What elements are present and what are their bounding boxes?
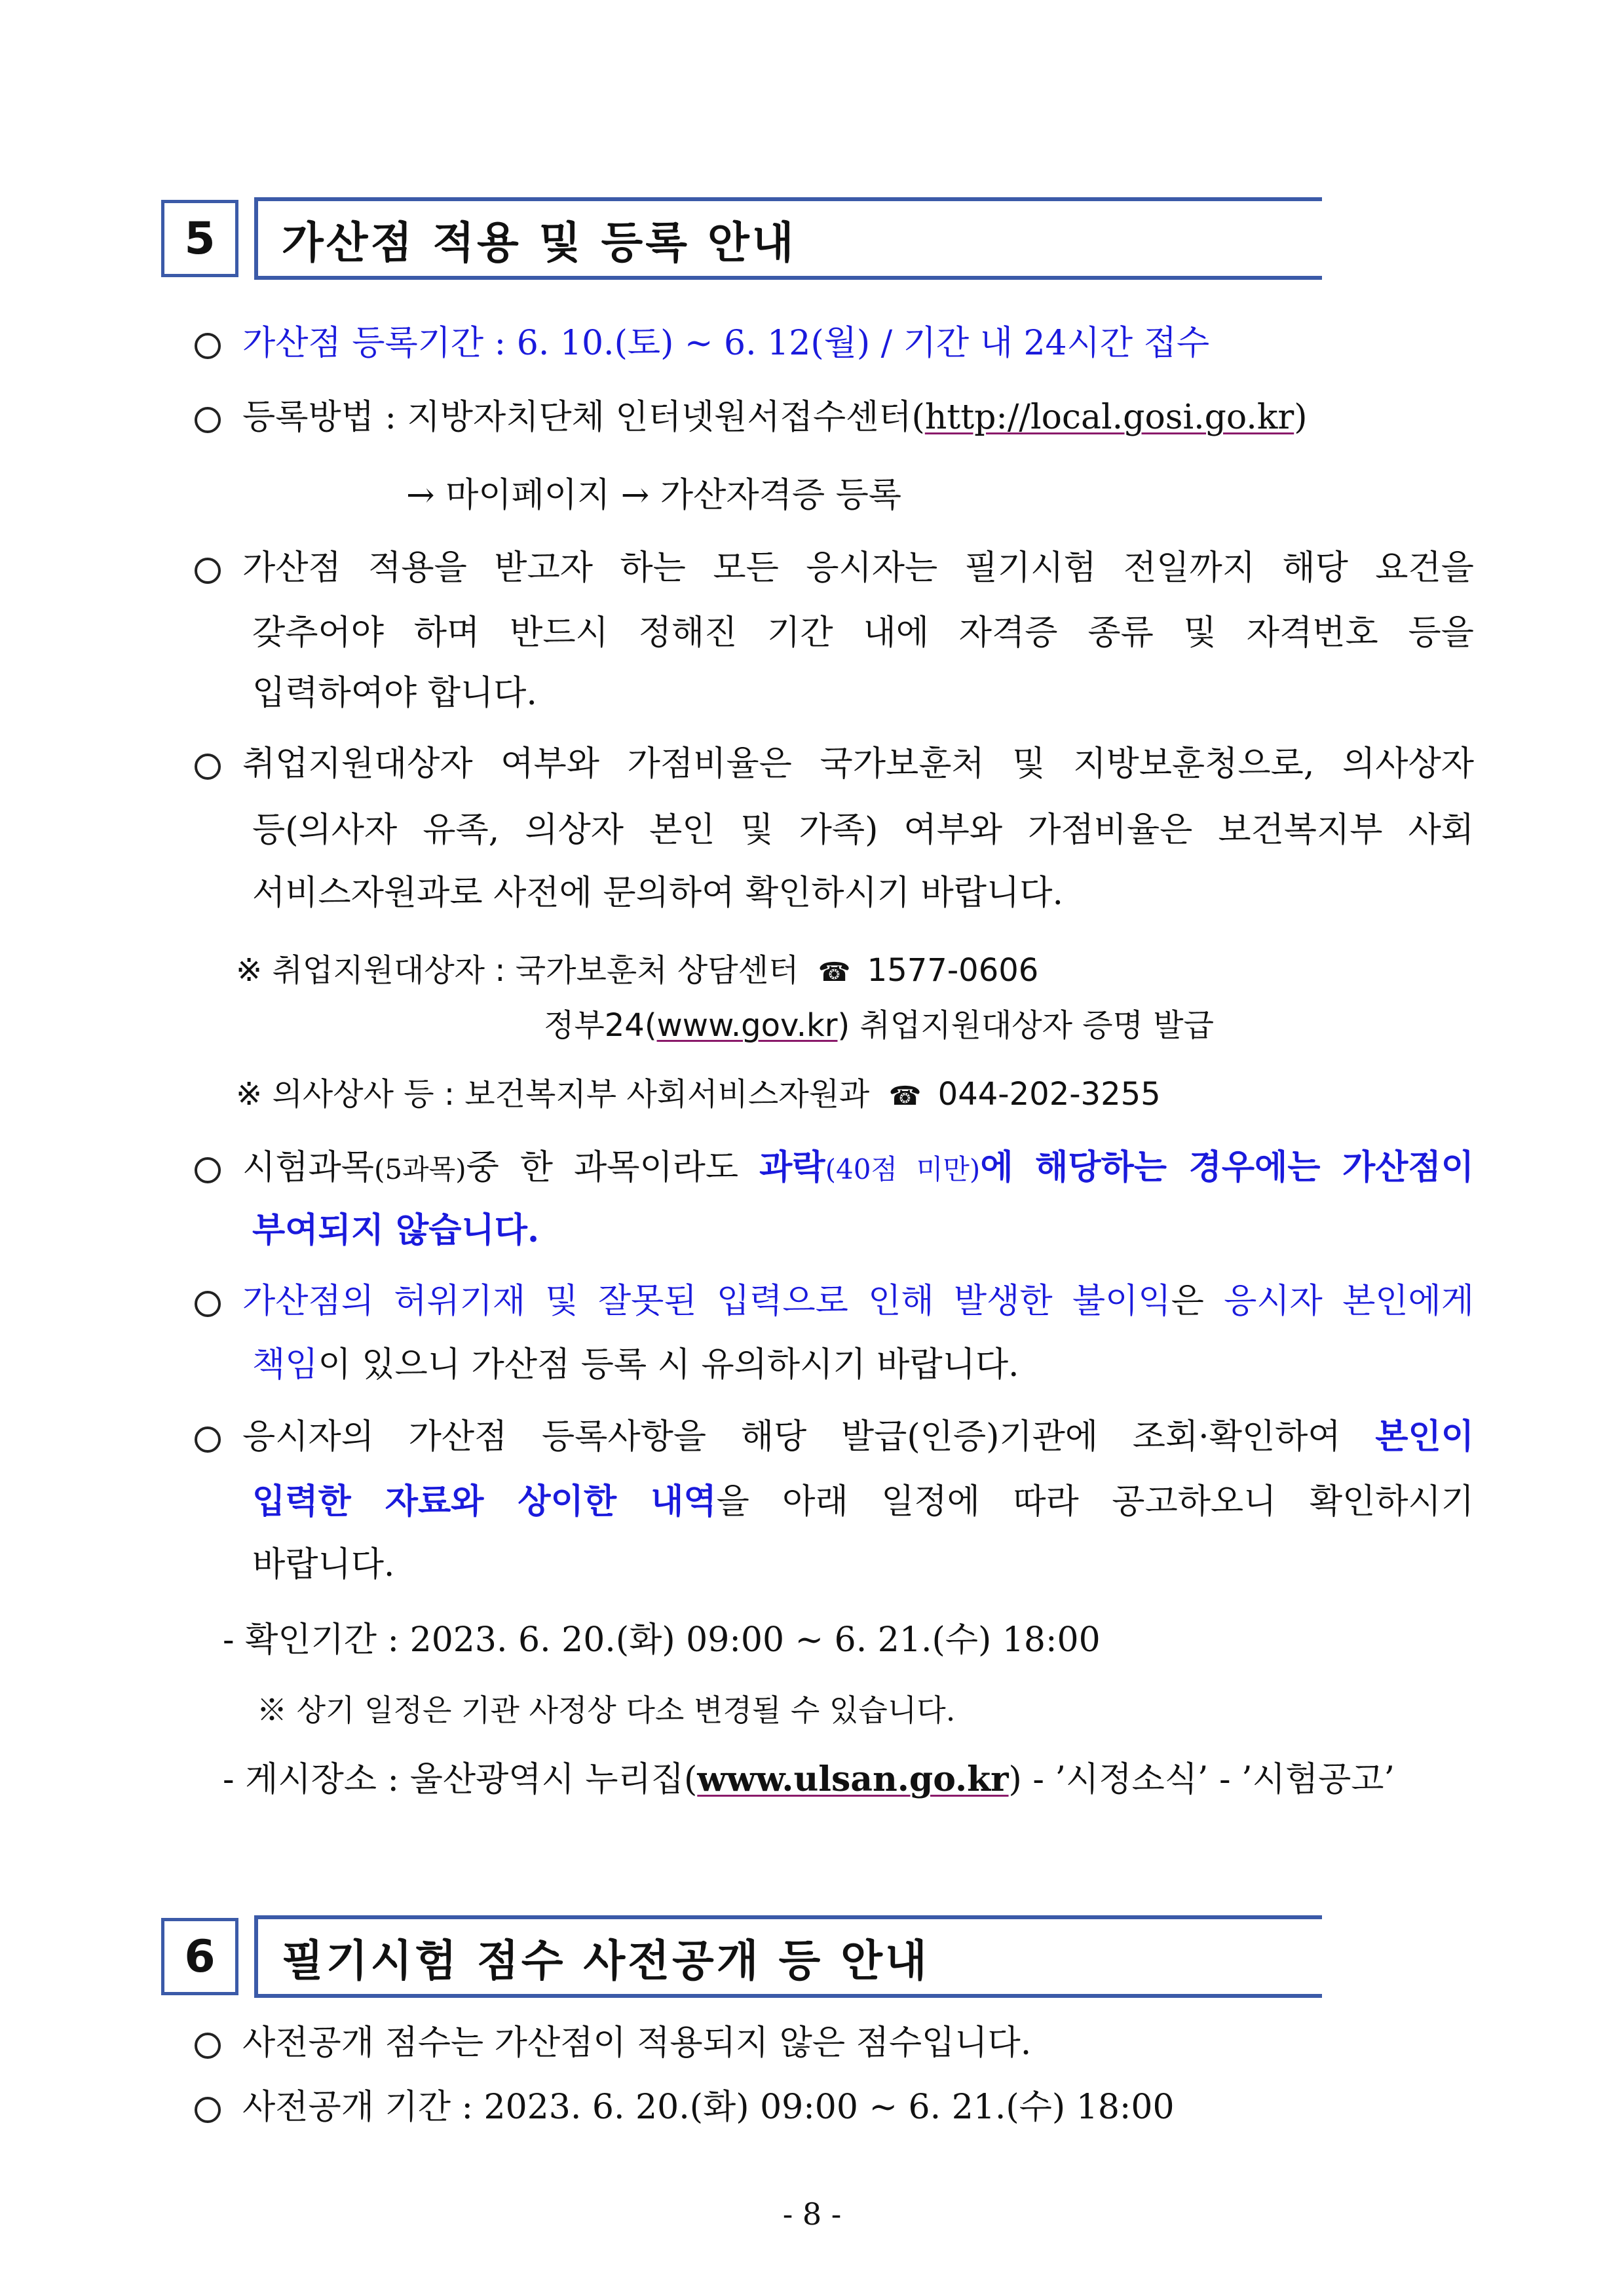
para4-line1 xyxy=(242,1282,1474,1321)
note-gov24 xyxy=(544,1006,1214,1045)
score-preview-period: 사전공개 기간 : 2023. 6. 20.(화) 09:00 ~ 6. 21.(수) 18:00 xyxy=(242,2088,1175,2127)
bullet-icon xyxy=(195,1291,221,1317)
bullet-icon xyxy=(195,754,221,780)
telephone-icon: ☎ xyxy=(888,1081,922,1111)
para5-rest: 을 아래 일정에 따라 공고하오니 확인하시기 xyxy=(716,1482,1474,1521)
bullet-icon xyxy=(195,2097,221,2123)
para5-emphasis2: 입력한 자료와 상이한 내역 xyxy=(252,1482,717,1521)
para2-line3: 서비스자원과로 사전에 문의하여 확인하시기 바랍니다. xyxy=(252,873,1063,913)
section-5-title: 가산점 적용 및 등록 안내 xyxy=(254,197,1322,280)
registration-method xyxy=(242,398,1307,437)
note-veterans-tel: 1577-0606 xyxy=(867,952,1039,989)
method-suffix: ) xyxy=(1294,398,1308,437)
bullet-icon xyxy=(195,407,221,433)
para5-text: 응시자의 가산점 등록사항을 해당 발급(인증)기관에 조회·확인하여 xyxy=(242,1417,1376,1457)
bullet-icon xyxy=(195,333,221,359)
para4-connector: 은 xyxy=(1171,1282,1224,1321)
note-veterans-label: ※ 취업지원대상자 : 국가보훈처 상담센터 xyxy=(236,952,799,989)
para3-text: 중 한 과목이라도 xyxy=(466,1148,760,1187)
bullet-icon xyxy=(195,1426,221,1453)
para1-line1: 가산점 적용을 받고자 하는 모든 응시자는 필기시험 전일까지 해당 요건을 xyxy=(242,548,1474,588)
local-gosi-link[interactable]: http://local.gosi.go.kr xyxy=(924,398,1294,437)
para5-emphasis1: 본인이 xyxy=(1375,1417,1474,1457)
section-5-number: 5 xyxy=(161,200,238,277)
bullet-icon xyxy=(195,558,221,584)
para2-line2: 등(의사자 유족, 의상자 본인 및 가족) 여부와 가점비율은 보건복지부 사회 xyxy=(252,811,1474,850)
para3-line1 xyxy=(242,1148,1474,1189)
note-welfare xyxy=(236,1075,1161,1116)
score-preview-note: 사전공개 점수는 가산점이 적용되지 않은 점수입니다. xyxy=(242,2023,1032,2063)
para3-subjects: 시험과목 xyxy=(242,1148,374,1187)
para3-line2: 부여되지 않습니다. xyxy=(252,1210,540,1250)
para3-fail-threshold: (40점 미만) xyxy=(825,1153,981,1185)
schedule-change-note: ※ 상기 일정은 기관 사정상 다소 변경될 수 있습니다. xyxy=(257,1693,956,1728)
para4-warning: 가산점의 허위기재 및 잘못된 입력으로 인해 발생한 불이익 xyxy=(242,1282,1171,1321)
para5-line3: 바랍니다. xyxy=(252,1545,395,1584)
section-6-number: 6 xyxy=(161,1918,238,1995)
para4-responsibility: 책임 xyxy=(252,1345,318,1385)
check-period: - 확인기간 : 2023. 6. 20.(화) 09:00 ~ 6. 21.(수) 18:00 xyxy=(223,1620,1101,1660)
bullet-icon xyxy=(195,2033,221,2059)
para1-line3: 입력하여야 합니다. xyxy=(252,674,537,713)
bullet-icon xyxy=(195,1157,221,1183)
registration-path: → 마이페이지 → 가산자격증 등록 xyxy=(406,476,902,515)
gov24-prefix: 정부24( xyxy=(544,1007,657,1044)
ulsan-link[interactable]: www.ulsan.go.kr xyxy=(697,1759,1009,1799)
para3-subject-count: (5과목) xyxy=(373,1153,466,1185)
posting-location xyxy=(223,1760,1395,1799)
method-prefix: 등록방법 : 지방자치단체 인터넷원서접수센터( xyxy=(242,398,925,437)
page-number: - 8 - xyxy=(782,2196,842,2232)
posting-prefix: - 게시장소 : 울산광역시 누리집( xyxy=(223,1760,698,1799)
para5-line2 xyxy=(252,1482,1474,1521)
gov24-suffix: ) 취업지원대상자 증명 발급 xyxy=(837,1007,1215,1044)
note-welfare-label: ※ 의사상사 등 : 보건복지부 사회서비스자원과 xyxy=(236,1076,870,1113)
para3-emphasis: 에 해당하는 경우에는 가산점이 xyxy=(980,1147,1474,1187)
registration-period: 가산점 등록기간 : 6. 10.(토) ~ 6. 12(월) / 기간 내 24시간 접수 xyxy=(242,324,1210,363)
note-welfare-tel: 044-202-3255 xyxy=(937,1076,1161,1113)
para4-rest: 이 있으니 가산점 등록 시 유의하시기 바랍니다. xyxy=(318,1345,1019,1385)
telephone-icon: ☎ xyxy=(818,957,851,987)
section-6-title: 필기시험 점수 사전공개 등 안내 xyxy=(254,1915,1322,1998)
para4-line2 xyxy=(252,1345,1019,1385)
note-veterans xyxy=(236,951,1038,992)
para3-fail: 과락 xyxy=(759,1147,825,1187)
para2-line1: 취업지원대상자 여부와 가점비율은 국가보훈처 및 지방보훈청으로, 의사상자 xyxy=(242,744,1474,784)
gov-kr-link[interactable]: www.gov.kr xyxy=(656,1007,838,1044)
para5-line1 xyxy=(242,1417,1474,1457)
para1-line2: 갖추어야 하며 반드시 정해진 기간 내에 자격증 종류 및 자격번호 등을 xyxy=(252,613,1474,653)
posting-suffix: ) - ’시정소식’ - ’시험공고’ xyxy=(1008,1760,1395,1799)
para4-responsible: 응시자 본인에게 xyxy=(1224,1282,1475,1321)
